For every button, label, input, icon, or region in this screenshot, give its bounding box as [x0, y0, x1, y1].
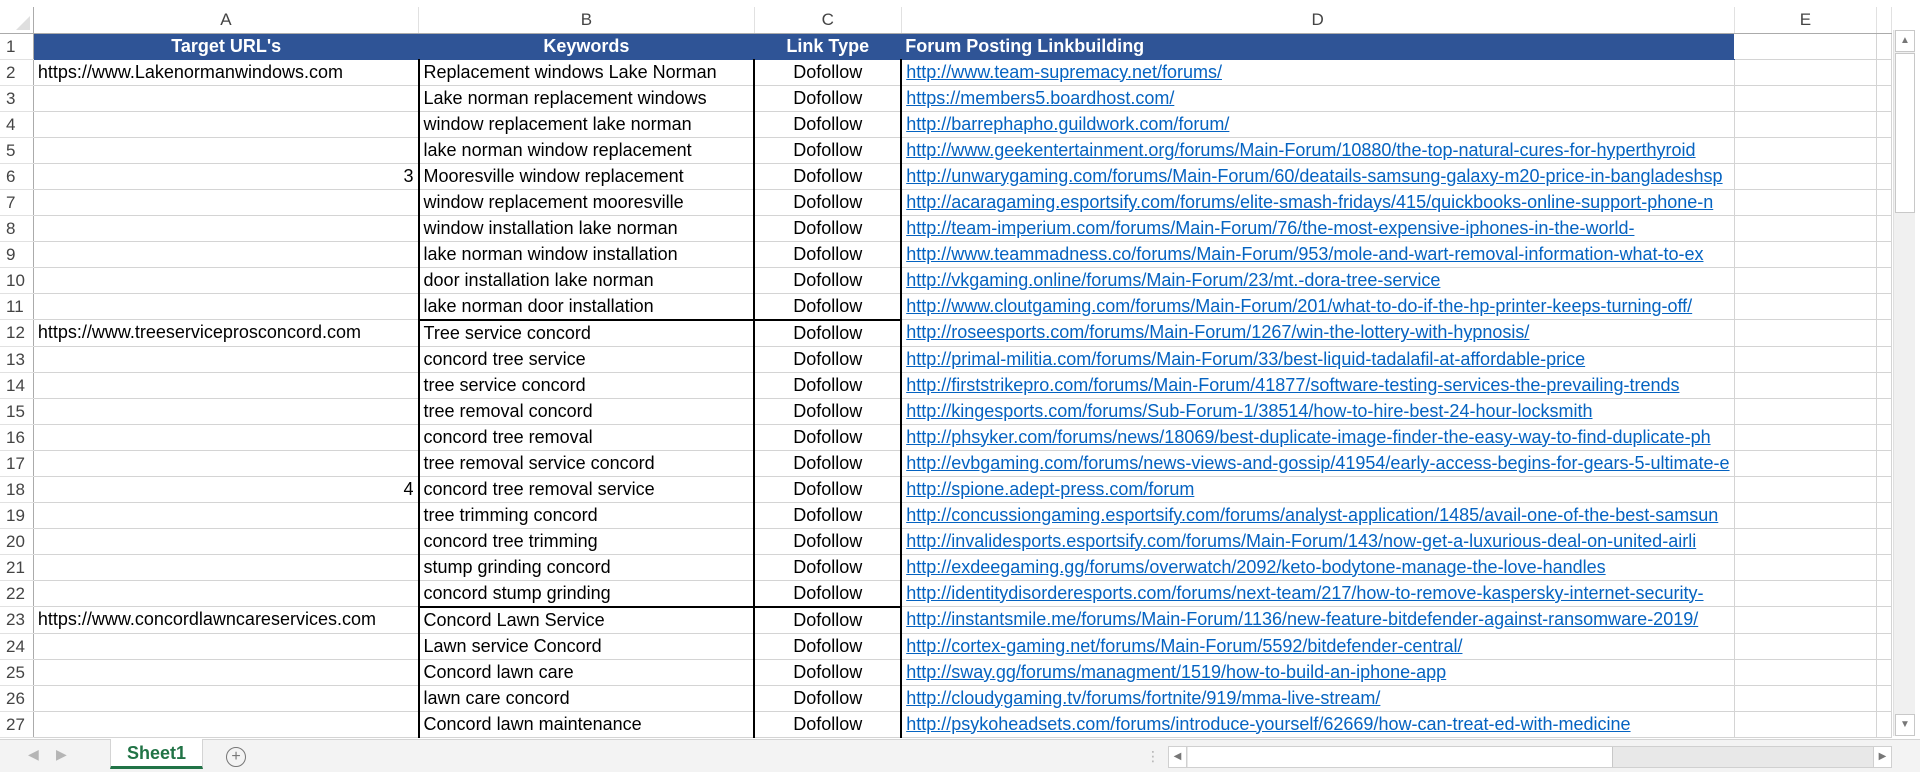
cell-target-url[interactable]	[33, 372, 418, 398]
row-header[interactable]: 26	[0, 685, 33, 711]
cell-e[interactable]	[1734, 137, 1877, 163]
forum-link[interactable]: http://exdeegaming.gg/forums/overwatch/2092/keto-bodytone-manage-the-love-handles	[906, 556, 1606, 577]
cell-e[interactable]	[1734, 346, 1877, 372]
cell-target-url[interactable]	[33, 450, 418, 476]
cell-forum-link[interactable]	[901, 346, 1734, 372]
cell-e[interactable]	[1734, 215, 1877, 241]
cell-e[interactable]	[1734, 502, 1877, 528]
table-row	[0, 163, 1892, 189]
column-header-e[interactable]: E	[1734, 7, 1877, 33]
cell-link-type[interactable]: Dofollow	[754, 554, 901, 580]
cell-e[interactable]	[1734, 189, 1877, 215]
cell-keyword[interactable]: Tree service concord	[419, 320, 755, 347]
cell-keyword[interactable]: Concord lawn maintenance	[419, 711, 755, 737]
cell-e[interactable]	[1734, 267, 1877, 293]
table-row	[0, 502, 1892, 528]
cell-f[interactable]	[1877, 59, 1892, 85]
vertical-scroll-thumb[interactable]	[1895, 53, 1915, 213]
cell-forum-link[interactable]	[901, 293, 1734, 320]
cell-target-url[interactable]: https://www.concordlawncareservices.com	[33, 607, 418, 634]
cell-keyword[interactable]: lake norman window replacement	[419, 137, 755, 163]
column-header-b[interactable]: B	[419, 7, 755, 33]
cell-f[interactable]	[1877, 711, 1892, 737]
cell-link-type[interactable]: Dofollow	[754, 137, 901, 163]
forum-link[interactable]: https://members5.boardhost.com/	[906, 87, 1175, 108]
cell-f[interactable]	[1877, 450, 1892, 476]
cell-target-url[interactable]	[33, 85, 418, 111]
forum-link[interactable]: http://www.cloutgaming.com/forums/Main-Forum/201/what-to-do-if-the-hp-printer-keeps-turning-off/	[906, 295, 1693, 316]
forum-link[interactable]: http://firststrikepro.com/forums/Main-Forum/41877/software-testing-services-the-prevailing-trends	[906, 374, 1680, 395]
cell-keyword[interactable]: window replacement mooresville	[419, 189, 755, 215]
cell-keyword[interactable]: window installation lake norman	[419, 215, 755, 241]
cell-forum-link[interactable]	[901, 554, 1734, 580]
cell-f[interactable]	[1877, 111, 1892, 137]
cell-e[interactable]	[1734, 450, 1877, 476]
table-row	[0, 659, 1892, 685]
cell-link-type[interactable]: Dofollow	[754, 424, 901, 450]
horizontal-scrollbar[interactable]	[1168, 746, 1892, 768]
cell-forum-link[interactable]	[901, 320, 1734, 347]
scroll-left-icon[interactable]: ◀	[1169, 747, 1187, 767]
header-row	[0, 33, 1892, 59]
cell-f[interactable]	[1877, 580, 1892, 607]
cell-e[interactable]	[1734, 320, 1877, 347]
row-header[interactable]: 22	[0, 580, 33, 607]
forum-link[interactable]: http://invalidesports.esportsify.com/forums/Main-Forum/143/now-get-a-luxurious-deal-on-united-airli	[906, 530, 1697, 551]
cell-target-url[interactable]	[33, 189, 418, 215]
cell-target-url[interactable]	[33, 580, 418, 607]
cell-keyword[interactable]: Concord Lawn Service	[419, 607, 755, 634]
table-row	[0, 476, 1892, 502]
table-row	[0, 346, 1892, 372]
row-header[interactable]: 8	[0, 215, 33, 241]
cell-forum-link[interactable]	[901, 137, 1734, 163]
table-row	[0, 215, 1892, 241]
cell-target-url[interactable]: https://www.Lakenormanwindows.com	[33, 59, 418, 85]
header-forum-posting[interactable]: Forum Posting Linkbuilding	[901, 33, 1734, 59]
cell-keyword[interactable]: lake norman window installation	[419, 241, 755, 267]
cell-target-url[interactable]	[33, 111, 418, 137]
cell-e[interactable]	[1734, 59, 1877, 85]
cell-forum-link[interactable]	[901, 111, 1734, 137]
cell-forum-link[interactable]	[901, 59, 1734, 85]
forum-link[interactable]: http://instantsmile.me/forums/Main-Forum/1136/new-feature-bitdefender-against-ransomware-2019/	[906, 609, 1699, 630]
cell-e[interactable]	[1734, 528, 1877, 554]
row-header[interactable]: 11	[0, 293, 33, 320]
cell-forum-link[interactable]	[901, 633, 1734, 659]
cell-e[interactable]	[1734, 711, 1877, 737]
cell-link-type[interactable]: Dofollow	[754, 267, 901, 293]
horizontal-scroll-thumb[interactable]	[1188, 747, 1613, 767]
cell-target-url[interactable]	[33, 293, 418, 320]
cell-forum-link[interactable]	[901, 528, 1734, 554]
forum-link[interactable]: http://concussiongaming.esportsify.com/forums/analyst-application/1485/avail-one-of-the-best-samsun	[906, 504, 1719, 525]
cell-link-type[interactable]: Dofollow	[754, 659, 901, 685]
cell-f[interactable]	[1877, 476, 1892, 502]
forum-link[interactable]: http://team-imperium.com/forums/Main-Forum/76/the-most-expensive-iphones-in-the-world-	[906, 217, 1635, 238]
forum-link[interactable]: http://spione.adept-press.com/forum	[906, 478, 1195, 499]
sheet-tab-sheet1[interactable]: Sheet1	[110, 739, 203, 769]
table-row	[0, 580, 1892, 607]
row-header[interactable]: 7	[0, 189, 33, 215]
forum-link[interactable]: http://kingesports.com/forums/Sub-Forum-1/38514/how-to-hire-best-24-hour-locksmith	[906, 400, 1593, 421]
cell-e[interactable]	[1734, 241, 1877, 267]
cell-e[interactable]	[1734, 111, 1877, 137]
row-header[interactable]: 1	[0, 33, 33, 59]
cell-link-type[interactable]: Dofollow	[754, 241, 901, 267]
cell-link-type[interactable]: Dofollow	[754, 528, 901, 554]
forum-link[interactable]: http://cortex-gaming.net/forums/Main-Forum/5592/bitdefender-central/	[906, 635, 1463, 656]
cell-link-type[interactable]: Dofollow	[754, 685, 901, 711]
forum-link[interactable]: http://acaragaming.esportsify.com/forums/elite-smash-fridays/415/quickbooks-online-support-phone-n	[906, 191, 1714, 212]
row-header[interactable]: 14	[0, 372, 33, 398]
cell-link-type[interactable]: Dofollow	[754, 633, 901, 659]
cell-link-type[interactable]: Dofollow	[754, 346, 901, 372]
add-sheet-icon[interactable]: +	[226, 747, 246, 767]
cell-forum-link[interactable]	[901, 85, 1734, 111]
sheet-tab-bar	[0, 739, 1920, 772]
row-header[interactable]: 17	[0, 450, 33, 476]
cell-f[interactable]	[1877, 346, 1892, 372]
cell-forum-link[interactable]	[901, 189, 1734, 215]
cell-link-type[interactable]: Dofollow	[754, 163, 901, 189]
cell-link-type[interactable]: Dofollow	[754, 85, 901, 111]
cell-keyword[interactable]: concord tree removal	[419, 424, 755, 450]
table-row	[0, 607, 1892, 634]
cell-keyword[interactable]: tree service concord	[419, 372, 755, 398]
sheet-table	[0, 7, 1892, 738]
column-header-f[interactable]	[1877, 7, 1892, 33]
cell-link-type[interactable]: Dofollow	[754, 215, 901, 241]
row-header[interactable]: 23	[0, 607, 33, 634]
cell-link-type[interactable]: Dofollow	[754, 372, 901, 398]
cell-keyword[interactable]: Mooresville window replacement	[419, 163, 755, 189]
cell-keyword[interactable]: door installation lake norman	[419, 267, 755, 293]
cell-f[interactable]	[1877, 685, 1892, 711]
forum-link[interactable]: http://sway.gg/forums/managment/1519/how-to-build-an-iphone-app	[906, 661, 1447, 682]
forum-link[interactable]: http://www.teammadness.co/forums/Main-Forum/953/mole-and-wart-removal-information-what-to-ex	[906, 243, 1704, 264]
table-row	[0, 424, 1892, 450]
cell-f[interactable]	[1877, 398, 1892, 424]
header-target-urls[interactable]: Target URL's	[33, 33, 418, 59]
cell-f[interactable]	[1877, 163, 1892, 189]
cell-forum-link[interactable]	[901, 215, 1734, 241]
cell-target-url[interactable]: https://www.treeserviceprosconcord.com	[33, 320, 418, 347]
forum-link[interactable]: http://cloudygaming.tv/forums/fortnite/919/mma-live-stream/	[906, 687, 1381, 708]
cell-e[interactable]	[1734, 476, 1877, 502]
cell-forum-link[interactable]	[901, 398, 1734, 424]
cell-link-type[interactable]: Dofollow	[754, 580, 901, 607]
cell-forum-link[interactable]	[901, 607, 1734, 634]
cell-target-url[interactable]	[33, 685, 418, 711]
table-row	[0, 59, 1892, 85]
cell-forum-link[interactable]	[901, 502, 1734, 528]
row-header[interactable]: 16	[0, 424, 33, 450]
row-header[interactable]: 9	[0, 241, 33, 267]
cell-e[interactable]	[1734, 685, 1877, 711]
row-header[interactable]: 12	[0, 320, 33, 347]
table-row	[0, 320, 1892, 347]
cell-target-url[interactable]	[33, 528, 418, 554]
cell-e1[interactable]	[1734, 33, 1877, 59]
cell-keyword[interactable]: tree removal service concord	[419, 450, 755, 476]
cell-keyword[interactable]: lake norman door installation	[419, 293, 755, 320]
cell-forum-link[interactable]	[901, 267, 1734, 293]
split-handle[interactable]: ⋮	[1146, 748, 1160, 764]
table-row	[0, 111, 1892, 137]
cell-target-url[interactable]	[33, 711, 418, 737]
table-row	[0, 633, 1892, 659]
cell-keyword[interactable]: concord tree service	[419, 346, 755, 372]
cell-target-url[interactable]	[33, 659, 418, 685]
cell-forum-link[interactable]	[901, 685, 1734, 711]
select-all-corner[interactable]	[0, 7, 33, 33]
row-header[interactable]: 21	[0, 554, 33, 580]
cell-keyword[interactable]: tree removal concord	[419, 398, 755, 424]
cell-target-url[interactable]	[33, 424, 418, 450]
cell-f[interactable]	[1877, 607, 1892, 634]
cell-f[interactable]	[1877, 424, 1892, 450]
cell-link-type[interactable]: Dofollow	[754, 189, 901, 215]
cell-target-url[interactable]	[33, 554, 418, 580]
cell-forum-link[interactable]	[901, 163, 1734, 189]
cell-keyword[interactable]: Lawn service Concord	[419, 633, 755, 659]
cell-keyword[interactable]: Lake norman replacement windows	[419, 85, 755, 111]
cell-target-url[interactable]	[33, 502, 418, 528]
cell-link-type[interactable]: Dofollow	[754, 607, 901, 634]
table-row	[0, 554, 1892, 580]
header-keywords[interactable]: Keywords	[419, 33, 755, 59]
cell-keyword[interactable]: Concord lawn care	[419, 659, 755, 685]
table-row	[0, 711, 1892, 737]
cell-keyword[interactable]: window replacement lake norman	[419, 111, 755, 137]
forum-link[interactable]: http://identitydisorderesports.com/forums/next-team/217/how-to-remove-kaspersky-internet-security-	[906, 582, 1704, 603]
cell-f[interactable]	[1877, 85, 1892, 111]
cell-link-type[interactable]: Dofollow	[754, 111, 901, 137]
table-row	[0, 267, 1892, 293]
cell-forum-link[interactable]	[901, 476, 1734, 502]
cell-f1[interactable]	[1877, 33, 1892, 59]
row-header[interactable]: 18	[0, 476, 33, 502]
cell-target-url[interactable]	[33, 215, 418, 241]
row-header[interactable]: 24	[0, 633, 33, 659]
cell-e[interactable]	[1734, 293, 1877, 320]
cell-link-type[interactable]: Dofollow	[754, 293, 901, 320]
row-header[interactable]: 27	[0, 711, 33, 737]
cell-f[interactable]	[1877, 659, 1892, 685]
cell-keyword[interactable]: stump grinding concord	[419, 554, 755, 580]
cell-keyword[interactable]: concord tree trimming	[419, 528, 755, 554]
row-header[interactable]: 13	[0, 346, 33, 372]
column-header-c[interactable]: C	[754, 7, 901, 33]
cell-forum-link[interactable]	[901, 241, 1734, 267]
cell-target-url[interactable]: 3	[33, 163, 418, 189]
row-header[interactable]: 19	[0, 502, 33, 528]
cell-e[interactable]	[1734, 424, 1877, 450]
vertical-scrollbar[interactable]	[1893, 30, 1915, 736]
cell-f[interactable]	[1877, 528, 1892, 554]
cell-f[interactable]	[1877, 215, 1892, 241]
table-row	[0, 398, 1892, 424]
cell-target-url[interactable]: 4	[33, 476, 418, 502]
cell-forum-link[interactable]	[901, 372, 1734, 398]
cell-f[interactable]	[1877, 372, 1892, 398]
cell-forum-link[interactable]	[901, 450, 1734, 476]
header-link-type[interactable]: Link Type	[754, 33, 901, 59]
scroll-down-icon[interactable]: ▼	[1895, 714, 1915, 736]
cell-f[interactable]	[1877, 554, 1892, 580]
tab-prev-icon[interactable]: ◀	[28, 746, 39, 762]
cell-forum-link[interactable]	[901, 711, 1734, 737]
cell-e[interactable]	[1734, 163, 1877, 189]
cell-e[interactable]	[1734, 398, 1877, 424]
cell-f[interactable]	[1877, 502, 1892, 528]
cell-f[interactable]	[1877, 189, 1892, 215]
cell-target-url[interactable]	[33, 398, 418, 424]
cell-link-type[interactable]: Dofollow	[754, 450, 901, 476]
cell-target-url[interactable]	[33, 346, 418, 372]
cell-e[interactable]	[1734, 633, 1877, 659]
row-header[interactable]: 2	[0, 59, 33, 85]
row-header[interactable]: 25	[0, 659, 33, 685]
cell-link-type[interactable]: Dofollow	[754, 59, 901, 85]
cell-forum-link[interactable]	[901, 580, 1734, 607]
row-header[interactable]: 15	[0, 398, 33, 424]
cell-link-type[interactable]: Dofollow	[754, 476, 901, 502]
table-row	[0, 450, 1892, 476]
table-row	[0, 293, 1892, 320]
forum-link[interactable]: http://barrephapho.guildwork.com/forum/	[906, 113, 1230, 134]
cell-link-type[interactable]: Dofollow	[754, 502, 901, 528]
forum-link[interactable]: http://roseesports.com/forums/Main-Forum/1267/win-the-lottery-with-hypnosis/	[906, 322, 1530, 343]
cell-forum-link[interactable]	[901, 659, 1734, 685]
forum-link[interactable]: http://psykoheadsets.com/forums/introduce-yourself/62669/how-can-treat-ed-with-medicine	[906, 713, 1631, 734]
cell-link-type[interactable]: Dofollow	[754, 398, 901, 424]
cell-e[interactable]	[1734, 659, 1877, 685]
table-row	[0, 189, 1892, 215]
cell-keyword[interactable]: concord stump grinding	[419, 580, 755, 607]
row-header[interactable]: 6	[0, 163, 33, 189]
forum-link[interactable]: http://evbgaming.com/forums/news-views-and-gossip/41954/early-access-begins-for-gears-5-ultimate-e	[906, 452, 1730, 473]
tab-next-icon[interactable]: ▶	[56, 746, 67, 762]
table-row	[0, 372, 1892, 398]
cell-e[interactable]	[1734, 85, 1877, 111]
row-header[interactable]: 3	[0, 85, 33, 111]
cell-f[interactable]	[1877, 633, 1892, 659]
cell-e[interactable]	[1734, 607, 1877, 634]
cell-e[interactable]	[1734, 580, 1877, 607]
cell-target-url[interactable]	[33, 267, 418, 293]
cell-e[interactable]	[1734, 554, 1877, 580]
scroll-right-icon[interactable]: ▶	[1873, 747, 1891, 767]
forum-link[interactable]: http://unwarygaming.com/forums/Main-Forum/60/deatails-samsung-galaxy-m20-price-in-bangladeshsp	[906, 165, 1723, 186]
table-row	[0, 85, 1892, 111]
cell-link-type[interactable]: Dofollow	[754, 320, 901, 347]
cell-keyword[interactable]: concord tree removal service	[419, 476, 755, 502]
forum-link[interactable]: http://vkgaming.online/forums/Main-Forum/23/mt.-dora-tree-service	[906, 269, 1441, 290]
forum-link[interactable]: http://primal-militia.com/forums/Main-Forum/33/best-liquid-tadalafil-at-affordable-price	[906, 348, 1586, 369]
forum-link[interactable]: http://phsyker.com/forums/news/18069/best-duplicate-image-finder-the-easy-way-to-find-duplicate-ph	[906, 426, 1711, 447]
table-row	[0, 137, 1892, 163]
table-row	[0, 241, 1892, 267]
cell-target-url[interactable]	[33, 633, 418, 659]
cell-link-type[interactable]: Dofollow	[754, 711, 901, 737]
cell-f[interactable]	[1877, 293, 1892, 320]
row-header[interactable]: 5	[0, 137, 33, 163]
cell-f[interactable]	[1877, 137, 1892, 163]
cell-keyword[interactable]: Replacement windows Lake Norman	[419, 59, 755, 85]
cell-keyword[interactable]: lawn care concord	[419, 685, 755, 711]
cell-target-url[interactable]	[33, 241, 418, 267]
forum-link[interactable]: http://www.geekentertainment.org/forums/Main-Forum/10880/the-top-natural-cures-for-hyperthyroid	[906, 139, 1696, 160]
cell-forum-link[interactable]	[901, 424, 1734, 450]
cell-f[interactable]	[1877, 320, 1892, 347]
scroll-up-icon[interactable]: ▲	[1895, 30, 1915, 52]
cell-f[interactable]	[1877, 241, 1892, 267]
row-header[interactable]: 10	[0, 267, 33, 293]
forum-link[interactable]: http://www.team-supremacy.net/forums/	[906, 61, 1222, 82]
table-row	[0, 528, 1892, 554]
cell-f[interactable]	[1877, 267, 1892, 293]
table-row	[0, 685, 1892, 711]
row-header[interactable]: 20	[0, 528, 33, 554]
column-header-d[interactable]: D	[901, 7, 1734, 33]
row-header[interactable]: 4	[0, 111, 33, 137]
cell-keyword[interactable]: tree trimming concord	[419, 502, 755, 528]
column-header-a[interactable]: A	[33, 7, 418, 33]
cell-target-url[interactable]	[33, 137, 418, 163]
cell-e[interactable]	[1734, 372, 1877, 398]
